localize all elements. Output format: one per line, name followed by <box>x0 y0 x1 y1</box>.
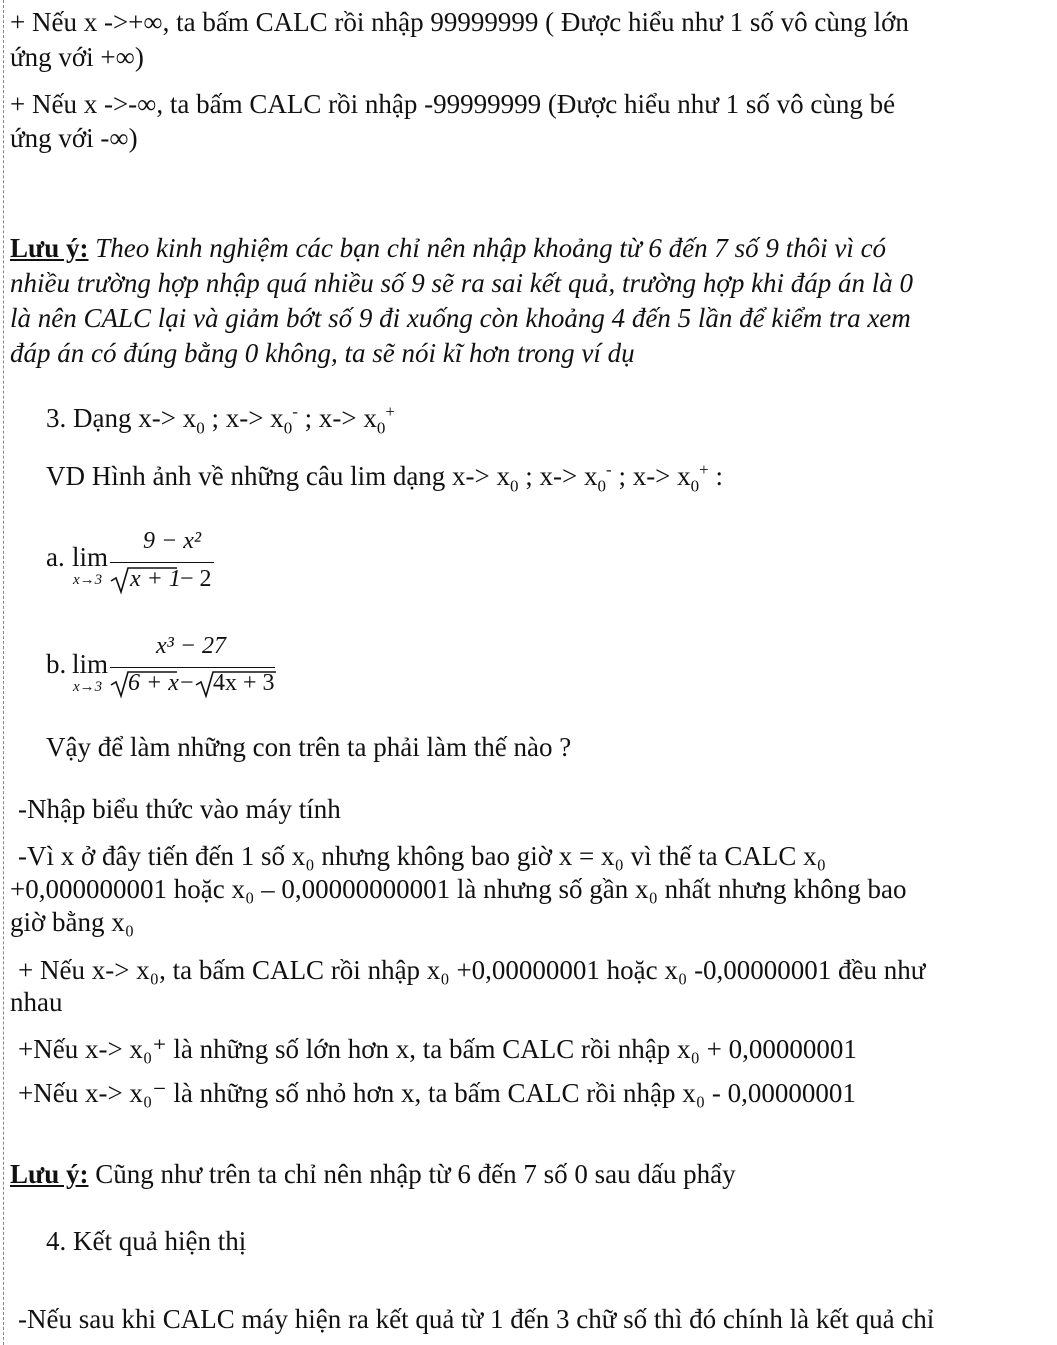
text-line: + Nếu x ->-∞, ta bấm CALC rồi nhập -99999999 (Được hiểu như 1 số vô cùng bé <box>10 89 896 119</box>
text-line: giờ bằng x₀ <box>10 907 135 937</box>
section-heading-4: 4. Kết quả hiện thị <box>46 1226 247 1256</box>
radicand: 6 + x <box>128 670 179 696</box>
note-text: Theo kinh nghiệm các bạn chỉ nên nhập khoảng từ 6 đến 7 số 9 thôi vì có <box>88 233 887 263</box>
note-label: Lưu ý: <box>10 1159 89 1189</box>
text-line: ứng với +∞) <box>10 42 144 72</box>
radicand: 4x + 3 <box>213 670 275 696</box>
text-line: + Nếu x ->+∞, ta bấm CALC rồi nhập 99999999 ( Được hiểu như 1 số vô cùng lớn <box>10 7 909 37</box>
text-line: nhau <box>10 987 63 1017</box>
numerator: x³ − 27 <box>156 633 227 659</box>
minus-sign: − <box>180 670 194 696</box>
note-line <box>10 1158 736 1190</box>
text-line: +Nếu x-> x₀⁻ là những số nhỏ hơn x, ta bấm CALC rồi nhập x₀ - 0,00000001 <box>18 1078 856 1108</box>
heading-text: 3. Dạng x-> x <box>46 403 197 433</box>
lim-word: lim <box>72 649 109 679</box>
note-label: Lưu ý: <box>10 233 89 263</box>
note-paragraph-line: là nên CALC lại và giảm bớt số 9 đi xuống còn khoảng 4 đến 5 lần để kiểm tra xem <box>10 303 911 333</box>
note-paragraph-line <box>10 232 886 264</box>
example-intro: VD Hình ảnh về những câu lim dạng $x-> x_0$ ; $x-> x_0^-$ ; $x-> x_0^+$ : <box>46 460 724 496</box>
text-line: + Nếu x-> x₀, ta bấm CALC rồi nhập x₀ +0,00000001 hoặc x₀ -0,00000001 đều như <box>18 955 926 985</box>
page-margin-guide <box>3 0 4 1345</box>
text-line: +0,000000001 hoặc x₀ – 0,00000000001 là nhưng số gần x₀ nhất nhưng không bao <box>10 874 907 904</box>
intro-text: VD Hình ảnh về những câu lim dạng x-> x <box>46 461 511 491</box>
note-paragraph-line: đáp án có đúng bằng 0 không, ta sẽ nói kĩ hơn trong ví dụ <box>10 338 635 368</box>
lim-subscript: x→3 <box>73 679 103 695</box>
lim-word: lim <box>72 542 109 572</box>
text-line: Vậy để làm những con trên ta phải làm thế nào ? <box>46 732 572 762</box>
text-line: ứng với -∞) <box>10 123 138 153</box>
lim-subscript: x→3 <box>73 572 103 588</box>
text-line: -Vì x ở đây tiến đến 1 số x₀ nhưng không bao giờ x = x₀ vì thế ta CALC x₀ <box>18 841 827 871</box>
note-text: Cũng như trên ta chỉ nên nhập từ 6 đến 7 số 0 sau dấu phẩy <box>88 1159 736 1189</box>
formula-label: b. <box>46 649 67 679</box>
text-line: +Nếu x-> x₀⁺ là những số lớn hơn x, ta bấm CALC rồi nhập x₀ + 0,00000001 <box>18 1034 857 1064</box>
fraction-bar <box>110 667 275 668</box>
note-paragraph-line: nhiều trường hợp nhập quá nhiều số 9 sẽ ra sai kết quả, trường hợp khi đáp án là 0 <box>10 268 914 298</box>
fraction-bar <box>110 562 214 563</box>
numerator: 9 − x² <box>143 528 202 554</box>
text-line: -Nhập biểu thức vào máy tính <box>18 794 341 824</box>
radicand: x + 1 <box>130 566 181 592</box>
section-heading-3: 3. Dạng $x-> x_0$ ; $x-> x_0^-$ ; $x-> x_0^+$ <box>46 402 395 438</box>
text-line: -Nếu sau khi CALC máy hiện ra kết quả từ 1 đến 3 chữ số thì đó chính là kết quả chỉ <box>18 1304 935 1334</box>
formula-label: a. <box>46 542 65 572</box>
denominator-rest: − 2 <box>180 566 212 592</box>
